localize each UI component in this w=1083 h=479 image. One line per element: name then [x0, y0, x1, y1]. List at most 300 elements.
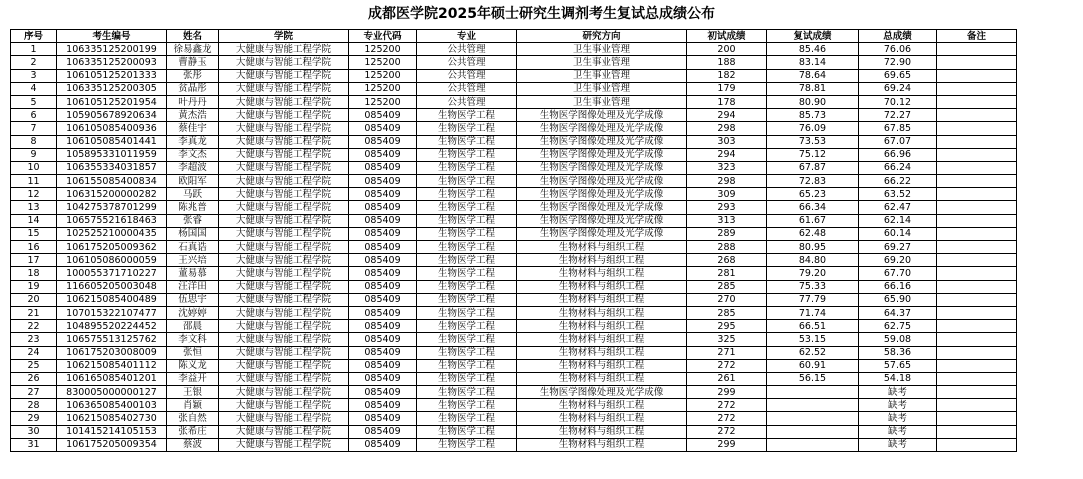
cell-total-score: 缺考 — [859, 425, 937, 438]
table-row — [11, 148, 1017, 161]
cell-retest-score — [767, 438, 859, 451]
cell-initial-score: 309 — [687, 188, 767, 201]
cell-major: 生物医学工程 — [417, 372, 517, 385]
cell-note — [937, 227, 1017, 240]
cell-retest-score: 79.20 — [767, 267, 859, 280]
cell-major-code: 085409 — [349, 293, 417, 306]
cell-major-code: 085409 — [349, 386, 417, 399]
cell-initial-score: 178 — [687, 95, 767, 108]
cell-major-code: 085409 — [349, 320, 417, 333]
cell-total-score: 缺考 — [859, 438, 937, 451]
table-row — [11, 175, 1017, 188]
cell-name: 伍思宇 — [167, 293, 219, 306]
cell-direction: 卫生事业管理 — [517, 82, 687, 95]
cell-initial-score: 285 — [687, 306, 767, 319]
cell-no: 9 — [11, 148, 57, 161]
cell-candidate-id: 102525210000435 — [57, 227, 167, 240]
cell-initial-score: 323 — [687, 161, 767, 174]
cell-note — [937, 82, 1017, 95]
cell-note — [937, 359, 1017, 372]
table-row — [11, 201, 1017, 214]
cell-note — [937, 306, 1017, 319]
cell-college: 大健康与智能工程学院 — [219, 135, 349, 148]
cell-initial-score: 288 — [687, 241, 767, 254]
cell-direction: 卫生事业管理 — [517, 43, 687, 56]
cell-college: 大健康与智能工程学院 — [219, 293, 349, 306]
header-direction: 研究方向 — [517, 30, 687, 43]
cell-direction: 生物材料与组织工程 — [517, 267, 687, 280]
cell-note — [937, 412, 1017, 425]
cell-retest-score: 62.48 — [767, 227, 859, 240]
cell-initial-score: 272 — [687, 399, 767, 412]
cell-direction: 生物医学图像处理及光学成像 — [517, 148, 687, 161]
cell-college: 大健康与智能工程学院 — [219, 214, 349, 227]
cell-no: 8 — [11, 135, 57, 148]
cell-major: 生物医学工程 — [417, 214, 517, 227]
cell-initial-score: 289 — [687, 227, 767, 240]
cell-direction: 生物材料与组织工程 — [517, 359, 687, 372]
cell-no: 30 — [11, 425, 57, 438]
cell-retest-score — [767, 386, 859, 399]
cell-note — [937, 109, 1017, 122]
cell-major-code: 085409 — [349, 227, 417, 240]
cell-college: 大健康与智能工程学院 — [219, 333, 349, 346]
table-row — [11, 122, 1017, 135]
cell-major: 生物医学工程 — [417, 267, 517, 280]
cell-total-score: 缺考 — [859, 399, 937, 412]
header-college: 学院 — [219, 30, 349, 43]
cell-candidate-id: 100055371710227 — [57, 267, 167, 280]
cell-major-code: 085409 — [349, 280, 417, 293]
cell-major: 生物医学工程 — [417, 109, 517, 122]
cell-candidate-id: 116605205003048 — [57, 280, 167, 293]
table-row — [11, 346, 1017, 359]
cell-name: 肖颖 — [167, 399, 219, 412]
cell-major-code: 085409 — [349, 161, 417, 174]
cell-name: 邵晨 — [167, 320, 219, 333]
cell-major: 生物医学工程 — [417, 359, 517, 372]
cell-major: 生物医学工程 — [417, 148, 517, 161]
cell-direction: 生物材料与组织工程 — [517, 425, 687, 438]
cell-total-score: 66.24 — [859, 161, 937, 174]
cell-direction: 生物医学图像处理及光学成像 — [517, 227, 687, 240]
cell-initial-score: 200 — [687, 43, 767, 56]
cell-major: 生物医学工程 — [417, 306, 517, 319]
cell-name: 李真龙 — [167, 135, 219, 148]
header-retest-score: 复试成绩 — [767, 30, 859, 43]
cell-direction: 生物医学图像处理及光学成像 — [517, 188, 687, 201]
cell-initial-score: 294 — [687, 148, 767, 161]
table-row — [11, 280, 1017, 293]
cell-candidate-id: 106105085401441 — [57, 135, 167, 148]
cell-direction: 生物材料与组织工程 — [517, 438, 687, 451]
cell-initial-score: 188 — [687, 56, 767, 69]
cell-total-score: 59.08 — [859, 333, 937, 346]
cell-direction: 生物医学图像处理及光学成像 — [517, 135, 687, 148]
cell-note — [937, 122, 1017, 135]
table-row — [11, 412, 1017, 425]
cell-initial-score: 294 — [687, 109, 767, 122]
cell-major-code: 125200 — [349, 82, 417, 95]
header-major: 专业 — [417, 30, 517, 43]
cell-college: 大健康与智能工程学院 — [219, 412, 349, 425]
cell-major-code: 085409 — [349, 122, 417, 135]
cell-total-score: 缺考 — [859, 412, 937, 425]
cell-candidate-id: 830005000000127 — [57, 386, 167, 399]
cell-college: 大健康与智能工程学院 — [219, 56, 349, 69]
cell-total-score: 70.12 — [859, 95, 937, 108]
cell-major: 生物医学工程 — [417, 161, 517, 174]
table-row — [11, 306, 1017, 319]
cell-major-code: 125200 — [349, 95, 417, 108]
cell-retest-score: 66.34 — [767, 201, 859, 214]
cell-major-code: 085409 — [349, 346, 417, 359]
cell-no: 31 — [11, 438, 57, 451]
cell-major: 生物医学工程 — [417, 227, 517, 240]
cell-direction: 生物材料与组织工程 — [517, 333, 687, 346]
cell-direction: 生物材料与组织工程 — [517, 241, 687, 254]
cell-total-score: 72.90 — [859, 56, 937, 69]
cell-candidate-id: 104275378701299 — [57, 201, 167, 214]
cell-candidate-id: 106335125200093 — [57, 56, 167, 69]
cell-name: 石真诰 — [167, 241, 219, 254]
cell-retest-score — [767, 412, 859, 425]
cell-name: 李文杰 — [167, 148, 219, 161]
cell-note — [937, 161, 1017, 174]
cell-college: 大健康与智能工程学院 — [219, 399, 349, 412]
table-row — [11, 227, 1017, 240]
cell-total-score: 62.14 — [859, 214, 937, 227]
cell-note — [937, 43, 1017, 56]
cell-major-code: 085409 — [349, 438, 417, 451]
cell-no: 24 — [11, 346, 57, 359]
cell-candidate-id: 101415214105153 — [57, 425, 167, 438]
cell-candidate-id: 107015322107477 — [57, 306, 167, 319]
table-row — [11, 386, 1017, 399]
cell-direction: 卫生事业管理 — [517, 56, 687, 69]
cell-retest-score: 61.67 — [767, 214, 859, 227]
cell-college: 大健康与智能工程学院 — [219, 148, 349, 161]
cell-major: 生物医学工程 — [417, 412, 517, 425]
cell-total-score: 缺考 — [859, 386, 937, 399]
cell-initial-score: 272 — [687, 425, 767, 438]
table-row — [11, 214, 1017, 227]
cell-major: 生物医学工程 — [417, 122, 517, 135]
cell-total-score: 60.14 — [859, 227, 937, 240]
cell-direction: 生物医学图像处理及光学成像 — [517, 175, 687, 188]
cell-college: 大健康与智能工程学院 — [219, 69, 349, 82]
cell-major: 生物医学工程 — [417, 386, 517, 399]
table-row — [11, 69, 1017, 82]
cell-name: 李益开 — [167, 372, 219, 385]
cell-major: 生物医学工程 — [417, 175, 517, 188]
cell-direction: 生物材料与组织工程 — [517, 280, 687, 293]
cell-no: 15 — [11, 227, 57, 240]
cell-major-code: 085409 — [349, 412, 417, 425]
page-title: 成都医学院2025年硕士研究生调剂考生复试总成绩公布 — [368, 6, 715, 22]
cell-major: 生物医学工程 — [417, 333, 517, 346]
cell-no: 21 — [11, 306, 57, 319]
cell-major-code: 085409 — [349, 399, 417, 412]
table-row — [11, 320, 1017, 333]
cell-college: 大健康与智能工程学院 — [219, 254, 349, 267]
table-row — [11, 95, 1017, 108]
header-initial-score: 初试成绩 — [687, 30, 767, 43]
cell-no: 13 — [11, 201, 57, 214]
cell-total-score: 62.47 — [859, 201, 937, 214]
cell-direction: 生物医学图像处理及光学成像 — [517, 201, 687, 214]
cell-retest-score: 60.91 — [767, 359, 859, 372]
cell-direction: 生物医学图像处理及光学成像 — [517, 161, 687, 174]
cell-initial-score: 325 — [687, 333, 767, 346]
cell-major: 公共管理 — [417, 69, 517, 82]
cell-note — [937, 175, 1017, 188]
cell-total-score: 54.18 — [859, 372, 937, 385]
cell-major-code: 085409 — [349, 188, 417, 201]
cell-total-score: 69.65 — [859, 69, 937, 82]
cell-candidate-id: 106315200000282 — [57, 188, 167, 201]
cell-major: 生物医学工程 — [417, 293, 517, 306]
cell-note — [937, 135, 1017, 148]
cell-major: 生物医学工程 — [417, 399, 517, 412]
cell-candidate-id: 106335125200305 — [57, 82, 167, 95]
cell-candidate-id: 106155085400834 — [57, 175, 167, 188]
cell-candidate-id: 106165085401201 — [57, 372, 167, 385]
cell-total-score: 67.85 — [859, 122, 937, 135]
cell-direction: 生物材料与组织工程 — [517, 320, 687, 333]
cell-total-score: 65.90 — [859, 293, 937, 306]
cell-no: 23 — [11, 333, 57, 346]
cell-name: 张希庄 — [167, 425, 219, 438]
cell-college: 大健康与智能工程学院 — [219, 201, 349, 214]
cell-name: 黄杰浩 — [167, 109, 219, 122]
cell-no: 22 — [11, 320, 57, 333]
cell-note — [937, 425, 1017, 438]
cell-major-code: 085409 — [349, 306, 417, 319]
cell-college: 大健康与智能工程学院 — [219, 95, 349, 108]
cell-candidate-id: 105895331011959 — [57, 148, 167, 161]
cell-name: 李超波 — [167, 161, 219, 174]
cell-major: 生物医学工程 — [417, 280, 517, 293]
cell-direction: 生物医学图像处理及光学成像 — [517, 122, 687, 135]
cell-retest-score: 66.51 — [767, 320, 859, 333]
cell-retest-score: 65.23 — [767, 188, 859, 201]
cell-total-score: 72.27 — [859, 109, 937, 122]
cell-no: 4 — [11, 82, 57, 95]
cell-no: 11 — [11, 175, 57, 188]
table-row — [11, 56, 1017, 69]
table-row — [11, 43, 1017, 56]
cell-name: 董易慕 — [167, 267, 219, 280]
cell-initial-score: 268 — [687, 254, 767, 267]
cell-no: 1 — [11, 43, 57, 56]
cell-name: 徐易鑫龙 — [167, 43, 219, 56]
cell-note — [937, 241, 1017, 254]
table-row — [11, 425, 1017, 438]
cell-major-code: 085409 — [349, 359, 417, 372]
cell-major-code: 085409 — [349, 333, 417, 346]
cell-college: 大健康与智能工程学院 — [219, 438, 349, 451]
cell-retest-score: 85.73 — [767, 109, 859, 122]
cell-total-score: 66.22 — [859, 175, 937, 188]
cell-major: 生物医学工程 — [417, 201, 517, 214]
cell-name: 汪洋田 — [167, 280, 219, 293]
cell-initial-score: 303 — [687, 135, 767, 148]
table-row — [11, 438, 1017, 451]
cell-college: 大健康与智能工程学院 — [219, 188, 349, 201]
cell-candidate-id: 106175205009362 — [57, 241, 167, 254]
cell-candidate-id: 106215085400489 — [57, 293, 167, 306]
cell-major: 生物医学工程 — [417, 438, 517, 451]
cell-name: 沈婷婷 — [167, 306, 219, 319]
cell-no: 16 — [11, 241, 57, 254]
cell-no: 6 — [11, 109, 57, 122]
cell-direction: 生物医学图像处理及光学成像 — [517, 214, 687, 227]
cell-major-code: 085409 — [349, 201, 417, 214]
cell-candidate-id: 106335125200199 — [57, 43, 167, 56]
cell-total-score: 67.70 — [859, 267, 937, 280]
table-row — [11, 188, 1017, 201]
cell-no: 14 — [11, 214, 57, 227]
cell-name: 陈义龙 — [167, 359, 219, 372]
cell-candidate-id: 106175205009354 — [57, 438, 167, 451]
cell-candidate-id: 106575513125762 — [57, 333, 167, 346]
cell-college: 大健康与智能工程学院 — [219, 175, 349, 188]
cell-initial-score: 272 — [687, 359, 767, 372]
cell-name: 欧阳军 — [167, 175, 219, 188]
cell-major: 生物医学工程 — [417, 241, 517, 254]
cell-note — [937, 95, 1017, 108]
cell-major-code: 085409 — [349, 372, 417, 385]
cell-note — [937, 386, 1017, 399]
cell-candidate-id: 106105085400936 — [57, 122, 167, 135]
cell-direction: 生物材料与组织工程 — [517, 254, 687, 267]
cell-name: 叶丹丹 — [167, 95, 219, 108]
cell-direction: 卫生事业管理 — [517, 69, 687, 82]
cell-major: 生物医学工程 — [417, 188, 517, 201]
cell-initial-score: 281 — [687, 267, 767, 280]
cell-total-score: 76.06 — [859, 43, 937, 56]
cell-retest-score: 75.33 — [767, 280, 859, 293]
cell-initial-score: 298 — [687, 122, 767, 135]
cell-name: 陈兆普 — [167, 201, 219, 214]
cell-note — [937, 188, 1017, 201]
cell-college: 大健康与智能工程学院 — [219, 425, 349, 438]
cell-note — [937, 320, 1017, 333]
cell-name: 马跃 — [167, 188, 219, 201]
table-row — [11, 135, 1017, 148]
cell-name: 蔡波 — [167, 438, 219, 451]
table-row — [11, 267, 1017, 280]
cell-college: 大健康与智能工程学院 — [219, 280, 349, 293]
cell-note — [937, 372, 1017, 385]
cell-candidate-id: 106105125201333 — [57, 69, 167, 82]
cell-candidate-id: 106215085402730 — [57, 412, 167, 425]
cell-total-score: 66.16 — [859, 280, 937, 293]
cell-retest-score: 73.53 — [767, 135, 859, 148]
cell-note — [937, 214, 1017, 227]
cell-no: 26 — [11, 372, 57, 385]
cell-note — [937, 280, 1017, 293]
cell-note — [937, 201, 1017, 214]
cell-no: 17 — [11, 254, 57, 267]
cell-note — [937, 346, 1017, 359]
cell-retest-score: 78.64 — [767, 69, 859, 82]
header-total-score: 总成绩 — [859, 30, 937, 43]
cell-direction: 生物材料与组织工程 — [517, 346, 687, 359]
cell-candidate-id: 106105086000059 — [57, 254, 167, 267]
cell-direction: 生物医学图像处理及光学成像 — [517, 109, 687, 122]
cell-college: 大健康与智能工程学院 — [219, 346, 349, 359]
cell-name: 张自然 — [167, 412, 219, 425]
cell-candidate-id: 104895520224452 — [57, 320, 167, 333]
cell-major: 公共管理 — [417, 43, 517, 56]
cell-name: 张睿 — [167, 214, 219, 227]
cell-retest-score — [767, 399, 859, 412]
cell-college: 大健康与智能工程学院 — [219, 267, 349, 280]
cell-initial-score: 285 — [687, 280, 767, 293]
cell-direction: 卫生事业管理 — [517, 95, 687, 108]
cell-name: 蔡佳宇 — [167, 122, 219, 135]
cell-retest-score: 76.09 — [767, 122, 859, 135]
cell-candidate-id: 106105125201954 — [57, 95, 167, 108]
cell-retest-score: 85.46 — [767, 43, 859, 56]
cell-major-code: 085409 — [349, 425, 417, 438]
cell-major-code: 085409 — [349, 254, 417, 267]
cell-total-score: 62.75 — [859, 320, 937, 333]
cell-name: 贫晶彤 — [167, 82, 219, 95]
cell-direction: 生物材料与组织工程 — [517, 399, 687, 412]
cell-initial-score: 261 — [687, 372, 767, 385]
cell-college: 大健康与智能工程学院 — [219, 82, 349, 95]
cell-initial-score: 271 — [687, 346, 767, 359]
cell-total-score: 66.96 — [859, 148, 937, 161]
cell-college: 大健康与智能工程学院 — [219, 372, 349, 385]
cell-major-code: 125200 — [349, 69, 417, 82]
cell-no: 2 — [11, 56, 57, 69]
cell-retest-score — [767, 425, 859, 438]
cell-retest-score: 83.14 — [767, 56, 859, 69]
table-row — [11, 161, 1017, 174]
cell-name: 杨国国 — [167, 227, 219, 240]
table-row — [11, 399, 1017, 412]
cell-major-code: 085409 — [349, 267, 417, 280]
cell-note — [937, 267, 1017, 280]
cell-retest-score: 77.79 — [767, 293, 859, 306]
header-name: 姓名 — [167, 30, 219, 43]
cell-major-code: 085409 — [349, 135, 417, 148]
cell-college: 大健康与智能工程学院 — [219, 306, 349, 319]
cell-name: 曹静玉 — [167, 56, 219, 69]
table-row — [11, 372, 1017, 385]
cell-college: 大健康与智能工程学院 — [219, 359, 349, 372]
cell-initial-score: 299 — [687, 438, 767, 451]
cell-note — [937, 254, 1017, 267]
cell-name: 张恒 — [167, 346, 219, 359]
results-table — [10, 29, 1017, 452]
cell-initial-score: 182 — [687, 69, 767, 82]
cell-college: 大健康与智能工程学院 — [219, 161, 349, 174]
cell-retest-score: 71.74 — [767, 306, 859, 319]
cell-note — [937, 293, 1017, 306]
cell-retest-score: 62.52 — [767, 346, 859, 359]
cell-total-score: 69.20 — [859, 254, 937, 267]
cell-note — [937, 56, 1017, 69]
cell-name: 李文科 — [167, 333, 219, 346]
cell-total-score: 69.24 — [859, 82, 937, 95]
cell-no: 20 — [11, 293, 57, 306]
cell-no: 7 — [11, 122, 57, 135]
